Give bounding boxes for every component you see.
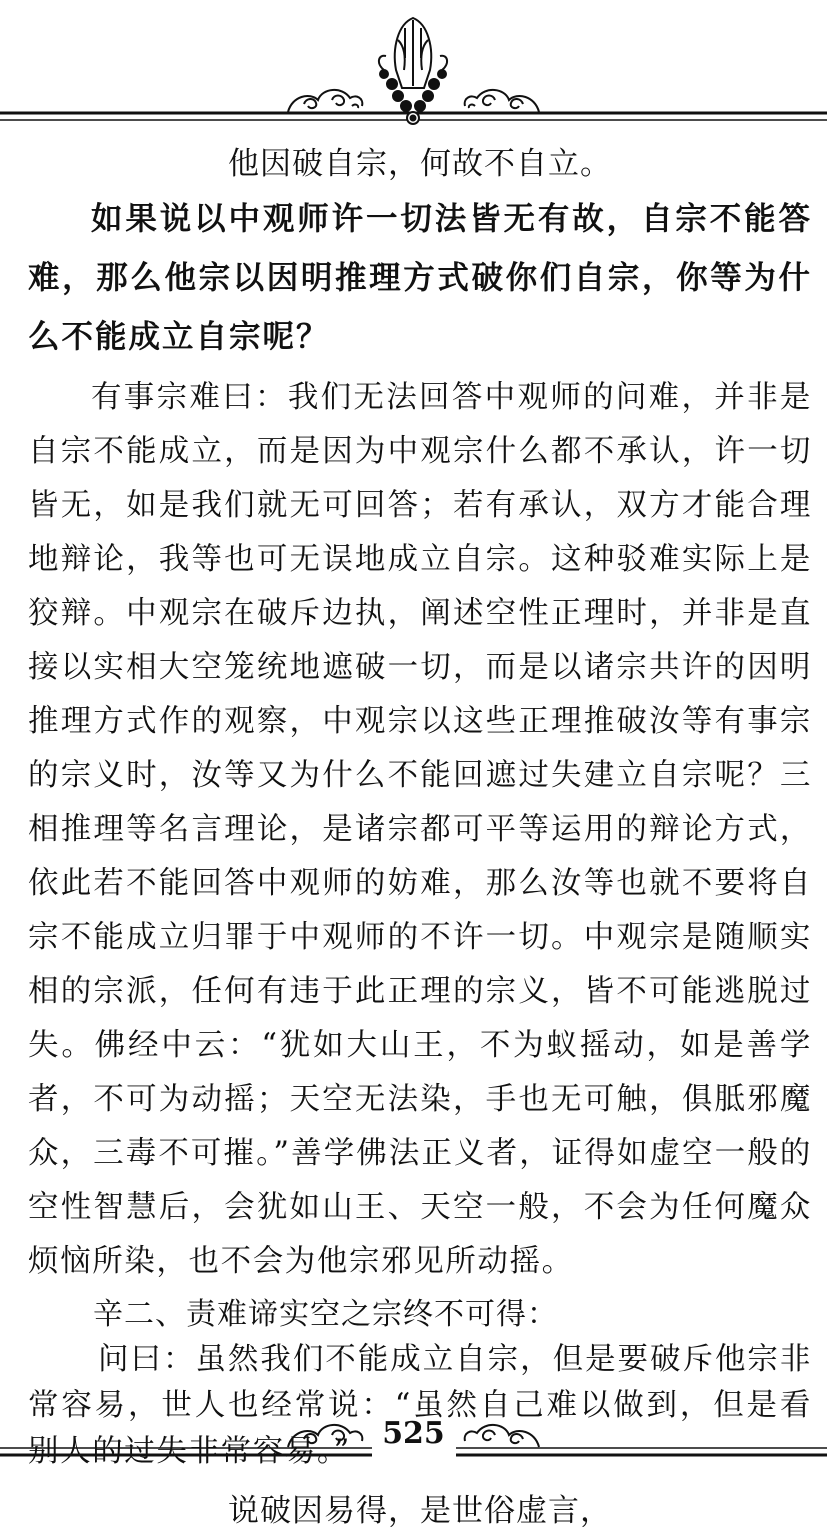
verse-line-1: 他因破自宗，何故不自立。 [228,146,612,182]
page-header [0,0,827,135]
commentary-bold-paragraph: 如果说以中观师许一切法皆无有故，自宗不能答难，那么他宗以因明推理方式破你们自宗，你等为什么不能成立自宗呢？ [28,201,812,355]
question-paragraph: 问曰：虽然我们不能成立自宗，但是要破斥他宗非常容易，世人也经常说：“虽然自己难以做到，但是看别人的过失非常容易。” [28,1342,812,1469]
praying-hands-with-beads-icon [379,18,447,124]
section-heading: 辛二、责难谛实空之宗终不可得： [93,1297,558,1332]
header-ornament [0,0,827,135]
left-cloud-scroll-icon [288,90,362,112]
page-footer [0,1400,827,1486]
page-number: 525 [382,1416,445,1451]
right-cloud-scroll-icon [465,90,539,112]
page-content [28,140,812,1535]
verse-line-2: 说破因易得，是世俗虚言， [228,1493,612,1529]
commentary-body-paragraph: 有事宗难曰：我们无法回答中观师的问难，并非是自宗不能成立，而是因为中观宗什么都不承认，许一切皆无，如是我们就无可回答；若有承认，双方才能合理地辩论，我等也可无误地成立自宗。这种驳难实际上是狡辩。中观宗在破斥边执，阐述空性正理时，并非是直接以实相大空笼统地遮破一切，而是以诸宗共许的因明推理方式作的观察，中观宗以这些正理推破汝等有事宗的宗义时，汝等又为什么不能回遮过失建立自宗呢？三相推理等名言理论，是诸宗都可平等运用的辩论方式，依此若不能回答中观师的妨难，那么汝等也就不要将自宗不能成立归罪于中观师的不许一切。中观宗是随顺实相的宗派，任何有违于此正理的宗义，皆不可能逃脱过失。佛经中云：“犹如大山王，不为蚁摇动，如是善学者，不可为动摇；天空无法染，手也无可触，俱胝邪魔众，三毒不可摧。”善学佛法正义者，证得如虚空一般的空性智慧后，会犹如山王、天空一般，不会为任何魔众烦恼所染，也不会为他宗邪见所动摇。 [28,380,812,1279]
